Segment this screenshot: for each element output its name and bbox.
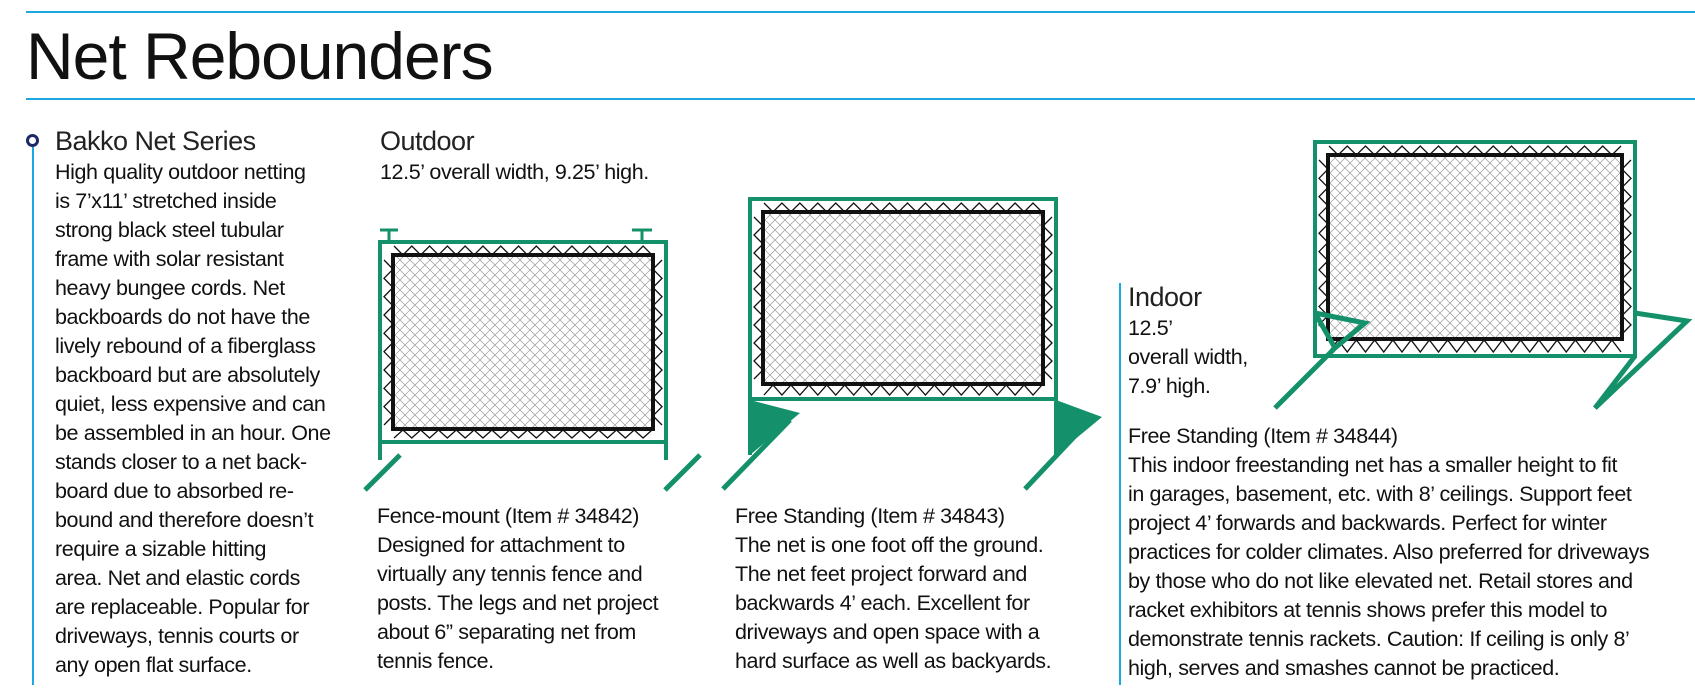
- free-standing-outdoor-net-illustration: [720, 195, 1100, 495]
- text-line: The net is one foot off the ground.: [735, 533, 1044, 557]
- text-line: quiet, less expensive and can: [55, 392, 326, 416]
- text-line: This indoor freestanding net has a smaller height to fit: [1128, 453, 1618, 477]
- free-standing-indoor-description: [1128, 451, 1649, 683]
- text-line: demonstrate tennis rackets. Caution: If ceiling is only 8’: [1128, 627, 1630, 651]
- text-line: heavy bungee cords. Net: [55, 276, 285, 300]
- text-line: backboard but are absolutely: [55, 363, 320, 387]
- free-standing-indoor-title: Free Standing (Item # 34844): [1128, 424, 1398, 448]
- text-line: Designed for attachment to: [377, 533, 625, 557]
- text-line: practices for colder climates. Also preferred for driveways: [1128, 540, 1650, 564]
- outdoor-heading: Outdoor: [380, 126, 475, 156]
- free-standing-indoor-net-illustration: [1265, 138, 1695, 418]
- free-standing-outdoor-description: [735, 531, 1051, 676]
- text-line: stands closer to a net back-: [55, 450, 307, 474]
- text-line: driveways and open space with a: [735, 620, 1040, 644]
- indoor-heading: Indoor: [1128, 282, 1202, 312]
- text-line: strong black steel tubular: [55, 218, 284, 242]
- page-title: Net Rebounders: [26, 19, 493, 93]
- text-line: board due to absorbed re-: [55, 479, 294, 503]
- text-line: are replaceable. Popular for: [55, 595, 310, 619]
- fence-mount-title: Fence-mount (Item # 34842): [377, 504, 640, 528]
- text-line: project 4’ forwards and backwards. Perfect for winter: [1128, 511, 1607, 535]
- circle-bullet-icon: [26, 134, 39, 147]
- text-line: virtually any tennis fence and: [377, 562, 643, 586]
- text-line: frame with solar resistant: [55, 247, 284, 271]
- text-line: hard surface as well as backyards.: [735, 649, 1052, 673]
- text-line: be assembled in an hour. One: [55, 421, 331, 445]
- outdoor-dimensions: 12.5’ overall width, 9.25’ high.: [380, 160, 649, 184]
- indoor-column-line: [1119, 283, 1121, 685]
- indoor-dimensions: [1128, 314, 1248, 401]
- text-line: bound and therefore doesn’t: [55, 508, 314, 532]
- text-line: lively rebound of a fiberglass: [55, 334, 316, 358]
- text-line: is 7’x11’ stretched inside: [55, 189, 277, 213]
- fence-mount-net-illustration: [360, 220, 710, 490]
- left-column-line: [32, 147, 34, 685]
- text-line: backboards do not have the: [55, 305, 310, 329]
- text-line: area. Net and elastic cords: [55, 566, 300, 590]
- text-line: in garages, basement, etc. with 8’ ceilings. Support feet: [1128, 482, 1632, 506]
- text-line: racket exhibitors at tennis shows prefer this model to: [1128, 598, 1608, 622]
- top-rule: [26, 11, 1695, 13]
- text-line: overall width,: [1128, 345, 1248, 369]
- text-line: posts. The legs and net project: [377, 591, 659, 615]
- text-line: high, serves and smashes cannot be practiced.: [1128, 656, 1560, 680]
- text-line: require a sizable hitting: [55, 537, 267, 561]
- text-line: High quality outdoor netting: [55, 160, 306, 184]
- text-line: 12.5’: [1128, 316, 1173, 340]
- text-line: tennis fence.: [377, 649, 494, 673]
- series-description: [55, 158, 331, 680]
- title-rule: [26, 98, 1695, 100]
- text-line: The net feet project forward and: [735, 562, 1027, 586]
- free-standing-outdoor-title: Free Standing (Item # 34843): [735, 504, 1005, 528]
- text-line: about 6” separating net from: [377, 620, 636, 644]
- text-line: driveways, tennis courts or: [55, 624, 299, 648]
- text-line: backwards 4’ each. Excellent for: [735, 591, 1030, 615]
- text-line: any open flat surface.: [55, 653, 252, 677]
- text-line: 7.9’ high.: [1128, 374, 1211, 398]
- text-line: by those who do not like elevated net. Retail stores and: [1128, 569, 1633, 593]
- fence-mount-description: [377, 531, 658, 676]
- series-heading: Bakko Net Series: [55, 126, 256, 156]
